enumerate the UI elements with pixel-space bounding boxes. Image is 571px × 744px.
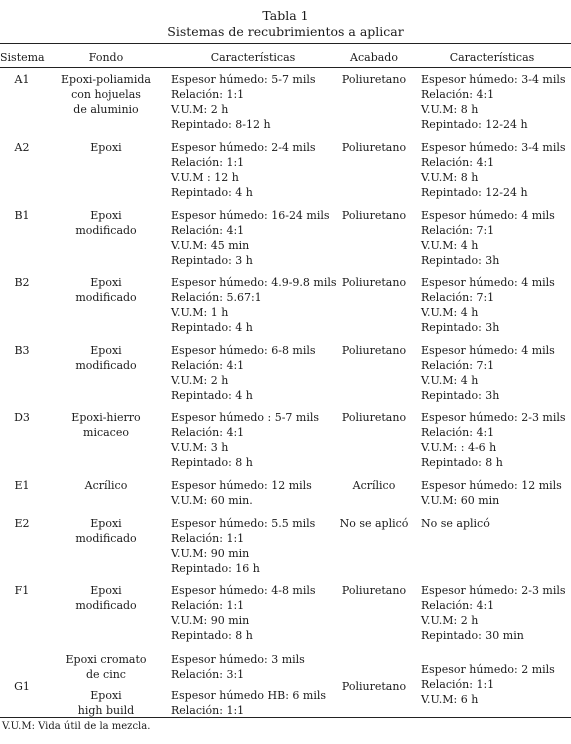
- cell-acabado: Poliuretano: [341, 73, 407, 86]
- cell-line: modificado: [75, 599, 137, 612]
- cell-sistema: A1: [14, 73, 30, 86]
- cell-acabado: Poliuretano: [341, 209, 407, 222]
- cell-fondo: [56, 583, 156, 613]
- cell-caracteristicas-acabado: [421, 516, 571, 531]
- cell-line: Espesor húmedo: 12 mils: [421, 479, 562, 492]
- cell-line: Repintado: 8 h: [171, 629, 253, 642]
- cell-line: V.U.M: 90 min: [171, 614, 250, 627]
- cell-line: Relación: 5.67:1: [171, 291, 262, 304]
- cell-sistema: A2: [14, 141, 30, 154]
- cell-fondo: [56, 410, 156, 440]
- cell-line: V.U.M: 60 min.: [171, 494, 253, 507]
- cell-line: Epoxi: [90, 141, 122, 154]
- cell-acabado: Poliuretano: [341, 276, 407, 289]
- cell-line: Epoxi: [90, 344, 122, 357]
- cell-line: Relación: 7:1: [421, 291, 495, 304]
- cell-fondo: [56, 208, 156, 238]
- cell-acabado: Poliuretano: [341, 584, 407, 597]
- cell-line: con hojuelas: [71, 88, 141, 101]
- cell-line: Repintado: 4 h: [171, 186, 253, 199]
- cell-line: Acrílico: [84, 479, 128, 492]
- cell-line: modificado: [75, 291, 137, 304]
- cell-line: Espesor húmedo: 4 mils: [421, 209, 555, 222]
- cell-line: Espesor húmedo: 5.5 mils: [171, 517, 316, 530]
- cell-line: Repintado: 3h: [421, 321, 500, 334]
- cell-line: Espesor húmedo: 16-24 mils: [171, 209, 330, 222]
- cell-line: Epoxi: [90, 276, 122, 289]
- cell-line: modificado: [75, 224, 137, 237]
- header-caracteristicas-acabado: Características: [449, 51, 535, 64]
- cell-line: Repintado: 16 h: [171, 562, 260, 575]
- cell-fondo: [56, 275, 156, 305]
- cell-caracteristicas-acabado: [421, 478, 571, 508]
- cell-caracteristicas-fondo: [171, 140, 341, 200]
- cell-line: de aluminio: [73, 103, 139, 116]
- cell-line: Epoxi-hierro: [71, 411, 141, 424]
- cell-line: V.U.M: : 4-6 h: [421, 441, 497, 454]
- cell-line: V.U.M: 45 min: [171, 239, 250, 252]
- cell-line: modificado: [75, 359, 137, 372]
- header-sistema: Sistema: [0, 51, 45, 64]
- cell-line: V.U.M: 3 h: [171, 441, 229, 454]
- cell-line: Repintado: 3 h: [171, 254, 253, 267]
- cell-line: V.U.M: 4 h: [421, 306, 479, 319]
- cell-acabado: No se aplicó: [339, 517, 409, 530]
- cell-acabado: Poliuretano: [341, 141, 407, 154]
- cell-line: Espesor húmedo : 5-7 mils: [171, 411, 320, 424]
- cell-caracteristicas-fondo: [171, 208, 341, 268]
- cell-line: Relación: 1:1: [171, 156, 245, 169]
- cell-line: V.U.M: 8 h: [421, 103, 479, 116]
- cell-caracteristicas-acabado: [421, 662, 571, 707]
- cell-line: de cinc: [86, 668, 126, 681]
- cell-line: V.U.M: 60 min: [421, 494, 500, 507]
- header-acabado: Acabado: [350, 51, 398, 64]
- cell-line: Repintado: 8-12 h: [171, 118, 271, 131]
- table-subtitle: Sistemas de recubrimientos a aplicar: [167, 24, 404, 39]
- cell-line: V.U.M: 2 h: [171, 374, 229, 387]
- cell-line: V.U.M: 4 h: [421, 239, 479, 252]
- cell-line: Epoxi: [90, 689, 122, 702]
- footnote: V.U.M: Vida útil de la mezcla.: [2, 721, 151, 732]
- cell-line: Relación: 4:1: [421, 156, 495, 169]
- cell-caracteristicas-fondo: [171, 343, 341, 403]
- cell-caracteristicas-fondo: [171, 478, 341, 508]
- cell-line: No se aplicó: [421, 517, 490, 530]
- cell-fondo: [56, 343, 156, 373]
- cell-acabado: Poliuretano: [341, 680, 407, 693]
- cell-sistema: B1: [14, 209, 30, 222]
- cell-line: Repintado: 3h: [421, 254, 500, 267]
- cell-line: Relación: 4:1: [171, 224, 245, 237]
- cell-fondo: [56, 72, 156, 117]
- cell-line: Relación: 3:1: [171, 668, 245, 681]
- header-rule: [0, 67, 571, 68]
- cell-caracteristicas-fondo: [171, 72, 341, 132]
- cell-fondo: [56, 652, 156, 718]
- cell-line: Epoxi: [90, 517, 122, 530]
- cell-sistema: E1: [14, 479, 30, 492]
- cell-line: Espesor húmedo: 2 mils: [421, 663, 555, 676]
- cell-line: Espesor húmedo HB: 6 mils: [171, 689, 327, 702]
- cell-caracteristicas-acabado: [421, 275, 571, 335]
- cell-line: Espesor húmedo: 12 mils: [171, 479, 312, 492]
- cell-sistema: D3: [14, 411, 30, 424]
- cell-fondo: [56, 516, 156, 546]
- header-caracteristicas-fondo: Características: [210, 51, 296, 64]
- bottom-rule: [0, 717, 571, 718]
- cell-line: Relación: 1:1: [171, 599, 245, 612]
- cell-line: Espesor húmedo: 3-4 mils: [421, 73, 566, 86]
- cell-sistema: F1: [14, 584, 30, 597]
- cell-line: Repintado: 30 min: [421, 629, 524, 642]
- cell-caracteristicas-fondo: [171, 275, 341, 335]
- cell-line: Espesor húmedo: 2-3 mils: [421, 584, 566, 597]
- cell-line: Repintado: 12-24 h: [421, 118, 528, 131]
- cell-caracteristicas-acabado: [421, 410, 571, 470]
- cell-line: Espesor húmedo: 4 mils: [421, 344, 555, 357]
- cell-line: V.U.M: 2 h: [171, 103, 229, 116]
- cell-caracteristicas-fondo: [171, 583, 341, 643]
- cell-fondo: [56, 478, 156, 493]
- cell-line: Espesor húmedo: 2-4 mils: [171, 141, 316, 154]
- cell-acabado: Poliuretano: [341, 344, 407, 357]
- cell-line: Espesor húmedo: 3 mils: [171, 653, 305, 666]
- cell-acabado: Poliuretano: [341, 411, 407, 424]
- header-fondo: Fondo: [88, 51, 124, 64]
- cell-line: Relación: 4:1: [421, 599, 495, 612]
- cell-line: Epoxi: [90, 584, 122, 597]
- cell-caracteristicas-acabado: [421, 72, 571, 132]
- cell-line: Repintado: 8 h: [421, 456, 503, 469]
- cell-sistema: G1: [14, 680, 30, 693]
- cell-line: Relación: 7:1: [421, 359, 495, 372]
- cell-line: Epoxi-poliamida: [61, 73, 151, 86]
- cell-line: Espesor húmedo: 4-8 mils: [171, 584, 316, 597]
- cell-line: Epoxi: [90, 209, 122, 222]
- cell-line: Relación: 4:1: [171, 426, 245, 439]
- cell-caracteristicas-acabado: [421, 140, 571, 200]
- cell-sistema: E2: [14, 517, 30, 530]
- cell-line: Repintado: 4 h: [171, 321, 253, 334]
- cell-line: Relación: 1:1: [171, 532, 245, 545]
- cell-line: Relación: 1:1: [421, 678, 495, 691]
- cell-line: Relación: 1:1: [171, 704, 245, 717]
- cell-line: Espesor húmedo: 4.9-9.8 mils: [171, 276, 337, 289]
- cell-line: V.U.M: 4 h: [421, 374, 479, 387]
- cell-line: Relación: 4:1: [171, 359, 245, 372]
- cell-caracteristicas-acabado: [421, 343, 571, 403]
- cell-caracteristicas-fondo: [171, 410, 341, 470]
- cell-caracteristicas-fondo: [171, 652, 341, 718]
- cell-line: Repintado: 8 h: [171, 456, 253, 469]
- cell-line: V.U.M: 6 h: [421, 693, 479, 706]
- cell-line: V.U.M : 12 h: [171, 171, 239, 184]
- cell-line: Repintado: 3h: [421, 389, 500, 402]
- cell-caracteristicas-acabado: [421, 208, 571, 268]
- cell-line: Espesor húmedo: 3-4 mils: [421, 141, 566, 154]
- cell-line: V.U.M: 8 h: [421, 171, 479, 184]
- cell-line: Espesor húmedo: 6-8 mils: [171, 344, 316, 357]
- cell-line: micaceo: [83, 426, 129, 439]
- cell-line: modificado: [75, 532, 137, 545]
- cell-caracteristicas-acabado: [421, 583, 571, 643]
- cell-line: Relación: 1:1: [171, 88, 245, 101]
- cell-line: Espesor húmedo: 2-3 mils: [421, 411, 566, 424]
- cell-sistema: B2: [14, 276, 30, 289]
- cell-line: Repintado: 4 h: [171, 389, 253, 402]
- cell-line: V.U.M: 2 h: [421, 614, 479, 627]
- cell-sistema: B3: [14, 344, 30, 357]
- cell-line: Repintado: 12-24 h: [421, 186, 528, 199]
- cell-line: Relación: 4:1: [421, 88, 495, 101]
- cell-line: high build: [77, 704, 135, 717]
- top-rule: [0, 43, 571, 44]
- cell-line: Espesor húmedo: 5-7 mils: [171, 73, 316, 86]
- cell-line: Relación: 4:1: [421, 426, 495, 439]
- cell-line: V.U.M: 1 h: [171, 306, 229, 319]
- cell-line: Espesor húmedo: 4 mils: [421, 276, 555, 289]
- cell-caracteristicas-fondo: [171, 516, 341, 576]
- cell-fondo: [56, 140, 156, 155]
- cell-line: Epoxi cromato: [65, 653, 147, 666]
- cell-line: V.U.M: 90 min: [171, 547, 250, 560]
- cell-line: Relación: 7:1: [421, 224, 495, 237]
- cell-acabado: Acrílico: [352, 479, 396, 492]
- table-title: Tabla 1: [262, 8, 309, 23]
